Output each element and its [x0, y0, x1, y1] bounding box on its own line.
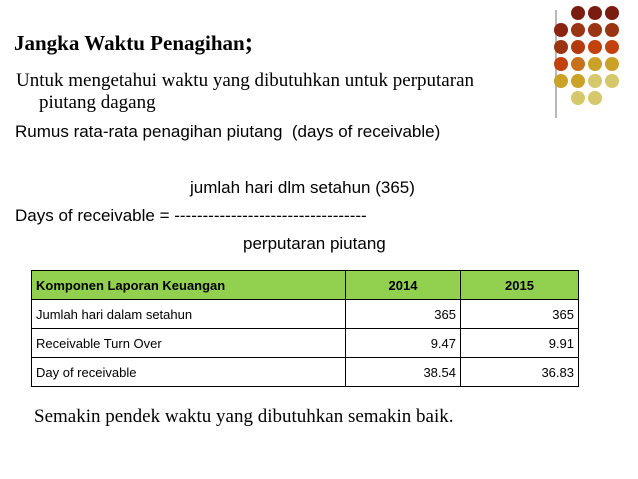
decorative-dot [554, 23, 568, 37]
slide-title [14, 29, 253, 57]
table-header-row [32, 271, 579, 300]
title-text: Jangka Waktu Penagihan [14, 31, 245, 55]
table-cell: Receivable Turn Over [32, 329, 346, 358]
table-cell: Jumlah hari dalam setahun [32, 300, 346, 329]
decorative-dot [571, 57, 585, 71]
formula-lhs: Days of receivable = ---------------------------------- [15, 206, 367, 225]
decorative-dot [605, 40, 619, 54]
table-header-cell: 2014 [346, 271, 461, 300]
decorative-dot [605, 23, 619, 37]
table-cell: 365 [461, 300, 579, 329]
table-cell: 36.83 [461, 358, 579, 387]
table-header-cell: Komponen Laporan Keuangan [32, 271, 346, 300]
decorative-dot [571, 74, 585, 88]
decorative-dot [605, 57, 619, 71]
decorative-dot [571, 6, 585, 20]
table-cell: 9.91 [461, 329, 579, 358]
decorative-dot [588, 40, 602, 54]
formula-numerator: jumlah hari dlm setahun (365) [190, 178, 415, 197]
table-row [32, 329, 579, 358]
intro-paragraph [16, 70, 546, 114]
decorative-dot [571, 91, 585, 105]
formula-caption: Rumus rata-rata penagihan piutang (days of receivable) [15, 122, 441, 141]
decorative-dot [605, 6, 619, 20]
table-cell: 9.47 [346, 329, 461, 358]
table-row [32, 300, 579, 329]
table-cell: 38.54 [346, 358, 461, 387]
decorative-dot [588, 57, 602, 71]
decorative-dot [554, 40, 568, 54]
decorative-dot [554, 57, 568, 71]
formula-denominator: perputaran piutang [243, 234, 386, 253]
table-cell: 365 [346, 300, 461, 329]
decorative-dot [571, 40, 585, 54]
decorative-dot [571, 23, 585, 37]
conclusion-text: Semakin pendek waktu yang dibutuhkan semakin baik. [34, 406, 454, 427]
decorative-dot [588, 74, 602, 88]
data-table [31, 270, 579, 387]
decorative-dot [588, 6, 602, 20]
decorative-dot [588, 91, 602, 105]
title-punctuation: ; [244, 29, 254, 56]
intro-line-2: piutang dagang [39, 92, 156, 113]
table-header-cell: 2015 [461, 271, 579, 300]
table-cell: Day of receivable [32, 358, 346, 387]
decorative-dot [605, 74, 619, 88]
decorative-dot-grid [566, 6, 636, 116]
table-row [32, 358, 579, 387]
intro-line-1: Untuk mengetahui waktu yang dibutuhkan untuk perputaran [16, 70, 475, 91]
decorative-dot [588, 23, 602, 37]
decorative-dot [554, 74, 568, 88]
